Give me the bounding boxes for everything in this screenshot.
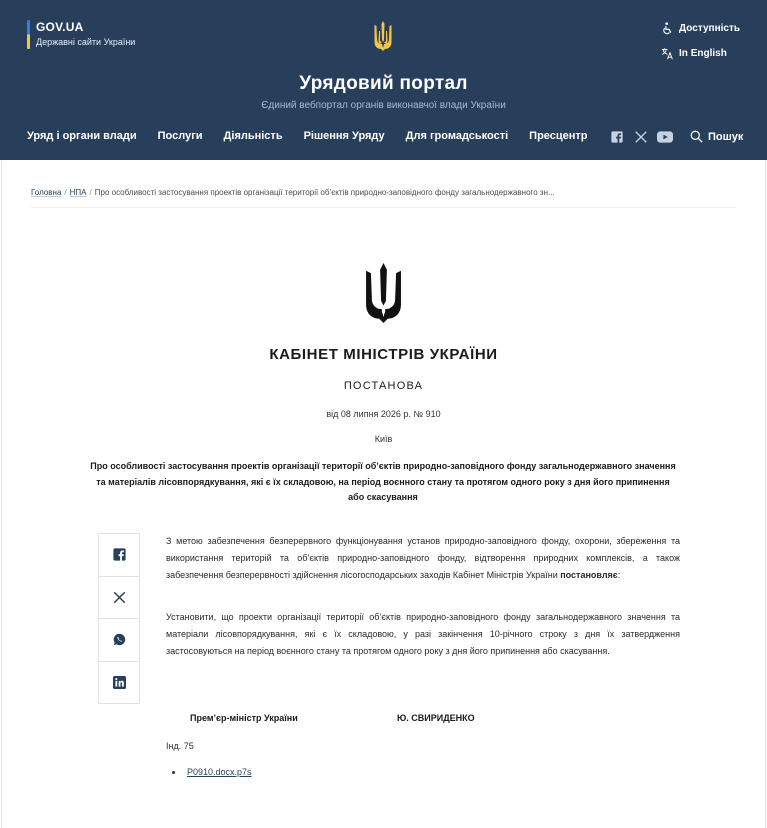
accessibility-icon — [660, 21, 674, 35]
breadcrumb-separator: / — [64, 188, 67, 197]
nav-item-public[interactable]: Для громадськості — [405, 130, 509, 142]
document-type: ПОСТАНОВА — [343, 380, 424, 392]
share-linkedin-button[interactable] — [99, 662, 139, 705]
share-panel — [98, 533, 140, 704]
share-facebook-button[interactable] — [99, 534, 139, 577]
accessibility-label: Доступність — [679, 22, 740, 34]
paragraph-1-bold: постановляє — [560, 570, 618, 581]
document-issuer: КАБІНЕТ МІНІСТРІВ УКРАЇНИ — [269, 346, 498, 363]
main-nav — [27, 130, 609, 142]
facebook-icon — [113, 548, 126, 561]
breadcrumb — [31, 188, 555, 197]
nav-item-decisions[interactable]: Рішення Уряду — [303, 130, 385, 142]
signer-name: Ю. СВИРИДЕНКО — [397, 713, 475, 723]
search-button[interactable] — [690, 130, 743, 143]
govua-subtitle: Державні сайти України — [36, 37, 136, 47]
document-date: від 08 липня 2026 р. № 910 — [326, 409, 441, 419]
breadcrumb-current: Про особливості застосування проектів організації території об’єктів природно-заповідного фонду загальнодержавного зн... — [94, 188, 555, 197]
site-header — [0, 0, 767, 160]
document-paragraph-2: Установити, що проекти організації території об’єктів природно-заповідного фонду загальнодержавного значення та матеріали лісовпорядкування, які є їх складовою, у разі закінчення 10-річного строку з дня їх затвердження застосовуються на період воєнного стану та протягом одного року з дня його припинення або скасування. — [166, 612, 680, 657]
list-bullet — [172, 771, 175, 774]
translate-icon — [660, 46, 674, 60]
nav-item-services[interactable]: Послуги — [157, 130, 203, 142]
english-label: In English — [679, 47, 727, 59]
breadcrumb-divider — [31, 207, 736, 208]
nav-item-activity[interactable]: Діяльність — [223, 130, 283, 142]
search-icon — [690, 130, 703, 143]
attachment-item — [172, 767, 252, 777]
portal-subtitle: Єдиний вебпортал органів виконавчої влади України — [261, 100, 506, 111]
document-index: Інд. 75 — [166, 741, 194, 751]
govua-logo[interactable] — [27, 20, 135, 49]
linkedin-icon — [113, 676, 126, 689]
x-icon[interactable] — [633, 130, 649, 144]
facebook-icon[interactable] — [609, 130, 625, 144]
paragraph-1-text: З метою забезпечення безперервного функціонування установ природно-заповідного фонду, охорони, збереження та використання територій та об’єктів природно-заповідного фонду, відтворення природних комплексів, а також забезпечення безперервності здійснення лісогосподарських заходів Кабінет Міністрів України — [166, 536, 680, 581]
nav-item-government[interactable]: Уряд і органи влади — [27, 130, 137, 142]
attachment-link[interactable]: P0910.docx.p7s — [187, 767, 252, 777]
search-label: Пошук — [708, 130, 744, 143]
nav-item-press[interactable]: Пресцентр — [529, 130, 588, 142]
document-city: Київ — [374, 434, 393, 444]
breadcrumb-separator: / — [89, 188, 92, 197]
paragraph-1-end: : — [617, 570, 621, 581]
trident-icon[interactable] — [373, 20, 393, 52]
share-whatsapp-button[interactable] — [99, 619, 139, 662]
document-heading: Про особливості застосування проектів організації території об’єктів природно-заповідного фонду загальнодержавного значення та матеріалів лісовпорядкування, які є їх складовою, на період воєнного стану та протягом одного року з дня його припинення або скасування — [90, 461, 676, 502]
breadcrumb-section[interactable]: НПА — [69, 188, 87, 197]
accessibility-link[interactable] — [660, 20, 740, 36]
portal-title[interactable]: Урядовий портал — [299, 73, 468, 94]
document-paragraph-1 — [166, 533, 680, 585]
header-social-links — [609, 130, 681, 144]
breadcrumb-home[interactable]: Головна — [31, 188, 62, 197]
whatsapp-icon — [113, 633, 126, 646]
youtube-icon[interactable] — [657, 130, 673, 144]
english-link[interactable] — [660, 45, 740, 61]
ukraine-flag-icon — [27, 20, 30, 49]
coat-of-arms-icon — [364, 262, 403, 324]
govua-title: GOV.UA — [36, 20, 84, 34]
signer-role: Прем’єр-міністр України — [190, 713, 298, 723]
x-icon — [113, 591, 126, 604]
share-x-button[interactable] — [99, 577, 139, 620]
